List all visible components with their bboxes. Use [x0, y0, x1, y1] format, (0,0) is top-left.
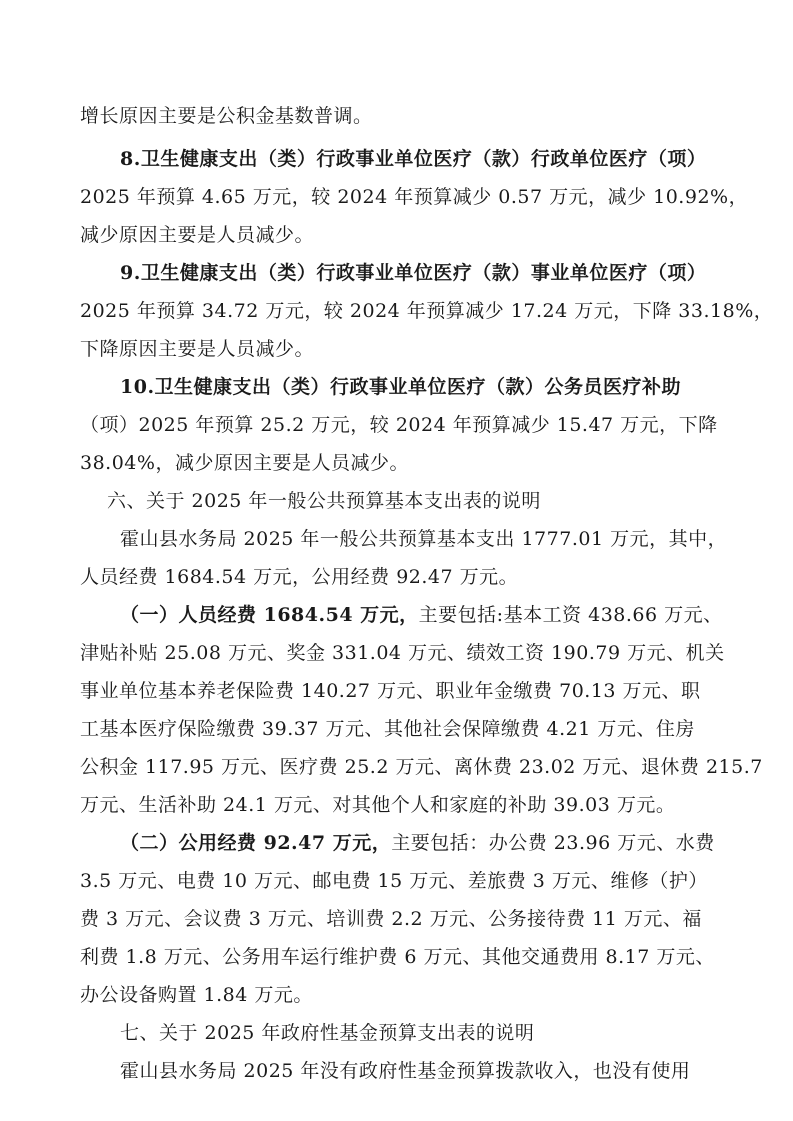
paragraph-line: 霍山县水务局 2025 年没有政府性基金预算拨款收入，也没有使用 [120, 1060, 691, 1082]
paragraph-line: 工基本医疗保险缴费 39.37 万元、其他社会保障缴费 4.21 万元、住房 [80, 718, 695, 740]
section-heading-10: 10.卫生健康支出（类）行政事业单位医疗（款）公务员医疗补助 [120, 376, 682, 398]
paragraph-line: 2025 年预算 4.65 万元，较 2024 年预算减少 0.57 万元，减少 10.92%， [80, 186, 749, 208]
paragraph-line: 2025 年预算 34.72 万元，较 2024 年预算减少 17.24 万元，下降 33.18%， [80, 300, 774, 322]
paragraph-line: 增长原因主要是公积金基数普调。 [80, 105, 373, 127]
paragraph-line: 公积金 117.95 万元、医疗费 25.2 万元、离休费 23.02 万元、退休费 215.7 [80, 756, 763, 778]
paragraph-line: 费 3 万元、会议费 3 万元、培训费 2.2 万元、公务接待费 11 万元、福 [80, 908, 702, 930]
chapter-heading-6: 六、关于 2025 年一般公共预算基本支出表的说明 [107, 490, 541, 512]
section-heading-9: 9.卫生健康支出（类）行政事业单位医疗（款）事业单位医疗（项） [120, 262, 707, 284]
paragraph-line [0, 597, 793, 633]
paragraph-line: 38.04%，减少原因主要是人员减少。 [80, 452, 409, 474]
paragraph-line: 办公设备购置 1.84 万元。 [80, 984, 313, 1006]
paragraph-text: 主要包括：办公费 23.96 万元、水费 [391, 832, 715, 854]
paragraph-line: 减少原因主要是人员减少。 [80, 224, 315, 246]
paragraph-line: 万元、生活补助 24.1 万元、对其他个人和家庭的补助 39.03 万元。 [80, 794, 676, 816]
section-heading-8: 8.卫生健康支出（类）行政事业单位医疗（款）行政单位医疗（项） [120, 148, 707, 170]
paragraph-line: 利费 1.8 万元、公务用车运行维护费 6 万元、其他交通费用 8.17 万元、 [80, 946, 715, 968]
paragraph-line: （项）2025 年预算 25.2 万元，较 2024 年预算减少 15.47 万元，下降 [80, 414, 718, 436]
paragraph-line: 3.5 万元、电费 10 万元、邮电费 15 万元、差旅费 3 万元、维修（护） [80, 870, 708, 892]
paragraph-line: 霍山县水务局 2025 年一般公共预算基本支出 1777.01 万元，其中， [120, 528, 728, 550]
paragraph-line: 事业单位基本养老保险费 140.27 万元、职业年金缴费 70.13 万元、职 [80, 680, 701, 702]
paragraph-text: 主要包括:基本工资 438.66 万元、 [418, 604, 723, 626]
personnel-expense-heading: （一）人员经费 1684.54 万元， [120, 604, 419, 626]
public-expense-heading: （二）公用经费 92.47 万元， [120, 832, 392, 854]
paragraph-line: 津贴补贴 25.08 万元、奖金 331.04 万元、绩效工资 190.79 万元、机关 [80, 642, 725, 664]
chapter-heading-7: 七、关于 2025 年政府性基金预算支出表的说明 [120, 1022, 535, 1044]
paragraph-line: 下降原因主要是人员减少。 [80, 338, 315, 360]
paragraph-line: 人员经费 1684.54 万元，公用经费 92.47 万元。 [80, 566, 519, 588]
paragraph-line [0, 825, 793, 861]
